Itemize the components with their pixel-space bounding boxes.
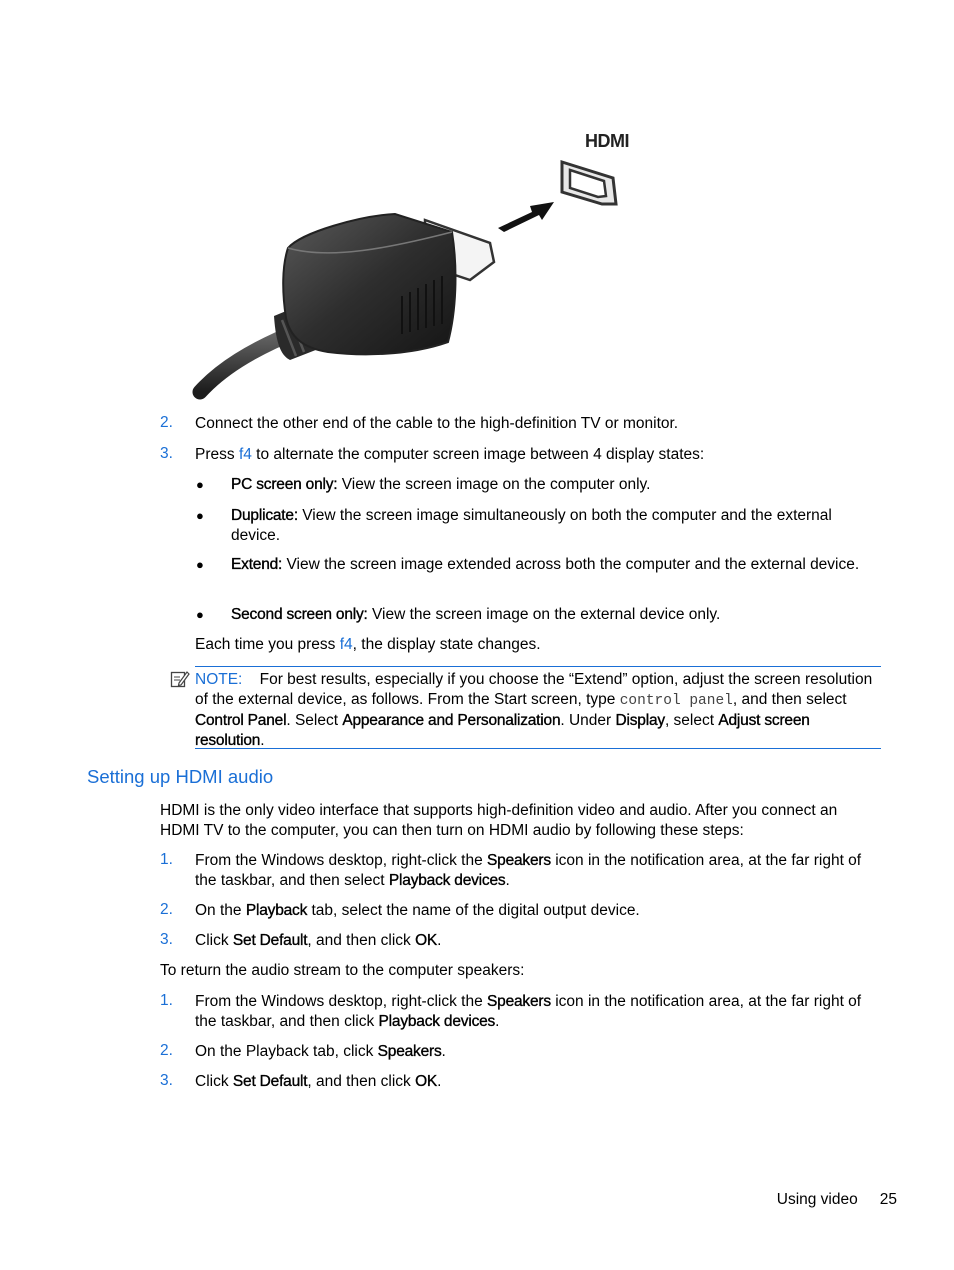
hdmi-illustration: [190, 120, 650, 405]
section-intro: HDMI is the only video interface that supports high-definition video and audio. After you connect an HDMI TV to the computer, you can then turn on HDMI audio by following these steps:: [160, 802, 838, 839]
hdmi-label: HDMI: [585, 131, 629, 151]
list-item: Second screen only: View the screen image on the external device only.: [231, 606, 721, 623]
command-text: control panel: [619, 692, 733, 709]
list-item: Duplicate: View the screen image simultaneously on both the computer and the external device.: [231, 507, 832, 544]
note-text: NOTE: For best results, especially if you choose the “Extend” option, adjust the screen resolution of the external device, as follows. From the Start screen, type control panel, and then select Control Panel. Select Appearance and Personalization. Under Display, select Adjust screen resolution.: [195, 671, 873, 749]
step-text: From the Windows desktop, right-click the Speakers icon in the notification area, at the far right of the taskbar, and then select Playback devices.: [195, 852, 862, 889]
step-text: From the Windows desktop, right-click the Speakers icon in the notification area, at the far right of the taskbar, and then click Playback devices.: [195, 993, 862, 1030]
step-text: On the Playback tab, click Speakers.: [195, 1043, 446, 1060]
step-number: 1.: [160, 851, 173, 868]
step-number: 3.: [160, 931, 173, 948]
page-number: 25: [879, 1191, 897, 1208]
step-number: 2.: [160, 414, 173, 431]
step-text: Click Set Default, and then click OK.: [195, 1073, 442, 1090]
section-heading: Setting up HDMI audio: [87, 766, 274, 787]
note-bottom-rule: [195, 748, 881, 749]
step-text: Click Set Default, and then click OK.: [195, 932, 442, 949]
step-text: Press f4 to alternate the computer screen image between 4 display states:: [195, 446, 705, 463]
list-item: PC screen only: View the screen image on the computer only.: [231, 476, 651, 493]
step-number: 2.: [160, 901, 173, 918]
return-text: To return the audio stream to the computer speakers:: [160, 962, 525, 979]
note-top-rule: [195, 666, 881, 667]
display-state-note: Each time you press f4, the display state changes.: [195, 636, 541, 653]
step-number: 2.: [160, 1042, 173, 1059]
footer-section: Using video: [776, 1191, 858, 1208]
insert-arrow-icon: [498, 202, 554, 232]
step-number: 3.: [160, 1072, 173, 1089]
f4-key: f4: [339, 636, 353, 653]
hdmi-port-icon: [562, 162, 616, 204]
step-text: Connect the other end of the cable to the high-definition TV or monitor.: [195, 415, 679, 432]
note-icon: [170, 669, 190, 689]
bullet-icon: ●: [196, 557, 204, 572]
step-number: 3.: [160, 445, 173, 462]
note-label: NOTE:: [195, 671, 243, 688]
step-text: On the Playback tab, select the name of the digital output device.: [195, 902, 640, 919]
list-item: Extend: View the screen image extended across both the computer and the external device.: [231, 556, 860, 573]
step-number: 1.: [160, 992, 173, 1009]
f4-key: f4: [238, 446, 252, 463]
bullet-icon: ●: [196, 508, 204, 523]
bullet-icon: ●: [196, 607, 204, 622]
bullet-icon: ●: [196, 477, 204, 492]
footer: [600, 1191, 897, 1209]
